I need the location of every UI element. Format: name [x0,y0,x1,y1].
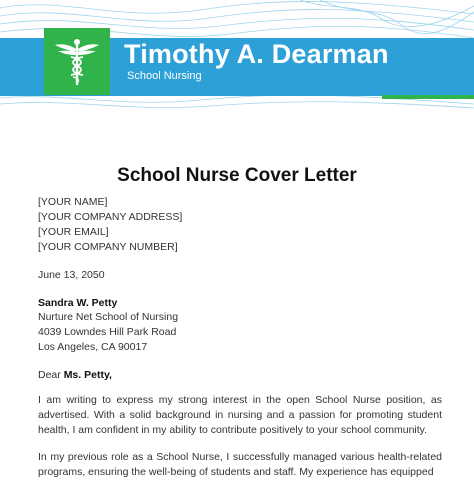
logo [44,28,110,95]
sender-number: [YOUR COMPANY NUMBER] [38,241,178,253]
body-paragraph-1: I am writing to express my strong interest in the open School Nurse position, as advertised. With a solid background in nursing and a passion for promoting student health, I am confident in my ability to contribute positively to your school community. [38,394,442,436]
sender-email: [YOUR EMAIL] [38,226,109,238]
letter-date: June 13, 2050 [38,269,105,281]
recipient-street: 4039 Lowndes Hill Park Road [38,326,177,338]
header-band [0,0,474,110]
recipient-name: Sandra W. Petty [38,297,118,309]
header-subtitle: School Nursing [127,70,202,82]
salutation-name: Ms. Petty, [63,369,112,381]
sender-address: [YOUR COMPANY ADDRESS] [38,211,183,223]
caduceus-icon [54,37,100,87]
document-title: School Nurse Cover Letter [117,165,357,186]
body-paragraph-2: In my previous role as a School Nurse, I successfully managed various health-related programs, ensuring the well-being of students and staff. My experience has equipped [38,451,442,478]
accent-strip [382,95,474,99]
salutation-prefix: Dear [38,369,64,381]
salutation [38,368,112,382]
recipient-organization: Nurture Net School of Nursing [38,311,179,323]
sender-name: [YOUR NAME] [38,196,108,208]
header-name: Timothy A. Dearman [124,39,389,69]
recipient-city: Los Angeles, CA 90017 [38,341,148,353]
